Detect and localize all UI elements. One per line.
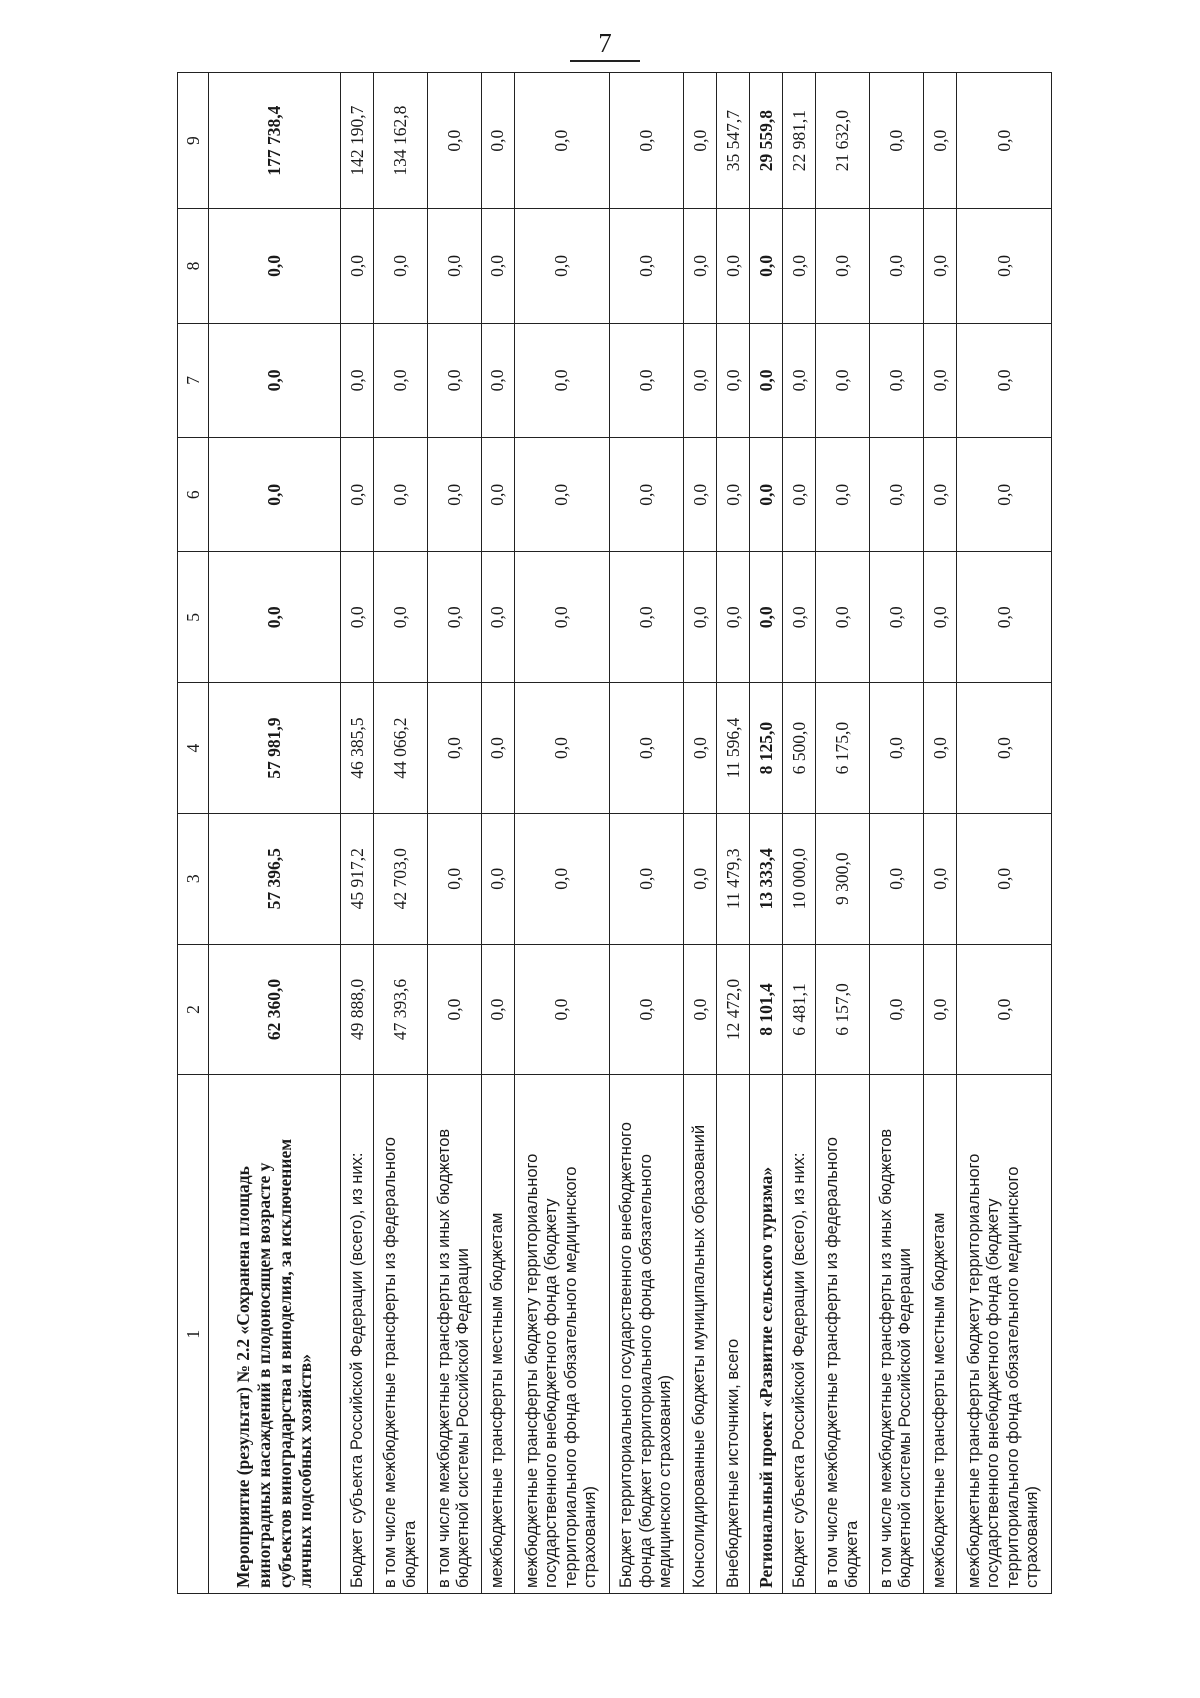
column-header-7: 7: [178, 323, 209, 437]
value-cell: 0,0: [481, 813, 514, 944]
value-cell: 0,0: [374, 438, 428, 552]
value-cell: 11 479,3: [717, 813, 750, 944]
value-cell: 62 360,0: [209, 944, 341, 1075]
table-row: [750, 73, 783, 1594]
column-header-1: 1: [178, 1075, 209, 1594]
value-cell: 0,0: [209, 438, 341, 552]
value-cell: 0,0: [514, 683, 609, 814]
value-cell: 0,0: [923, 552, 956, 683]
value-cell: 0,0: [684, 683, 717, 814]
row-label: Бюджет территориального государственного внебюджетного фонда (бюджет территориального фонда обязательного медицинского страхования): [609, 1075, 683, 1594]
value-cell: 0,0: [609, 683, 683, 814]
column-header-8: 8: [178, 209, 209, 323]
table-container: [177, 72, 1052, 1594]
value-cell: 8 125,0: [750, 683, 783, 814]
value-cell: 0,0: [870, 552, 924, 683]
value-cell: 0,0: [209, 323, 341, 437]
value-cell: 0,0: [209, 209, 341, 323]
value-cell: 0,0: [956, 944, 1051, 1075]
table-row: [209, 73, 341, 1594]
value-cell: 6 500,0: [783, 683, 816, 814]
value-cell: 0,0: [816, 438, 870, 552]
value-cell: 0,0: [717, 552, 750, 683]
page-number: 7: [570, 26, 640, 62]
value-cell: 35 547,7: [717, 73, 750, 209]
value-cell: 0,0: [341, 323, 374, 437]
value-cell: 0,0: [923, 944, 956, 1075]
value-cell: 0,0: [609, 323, 683, 437]
value-cell: 0,0: [783, 323, 816, 437]
value-cell: 0,0: [870, 944, 924, 1075]
row-label: межбюджетные трансферты бюджету территориального государственного внебюджетного фонда (бюджету территориального фонда обязательного медицинского страхования): [956, 1075, 1051, 1594]
value-cell: 42 703,0: [374, 813, 428, 944]
row-label: Региональный проект «Развитие сельского туризма»: [750, 1075, 783, 1594]
value-cell: 29 559,8: [750, 73, 783, 209]
value-cell: 0,0: [684, 944, 717, 1075]
table-row: [684, 73, 717, 1594]
row-label: Бюджет субъекта Российской Федерации (всего), из них:: [783, 1075, 816, 1594]
value-cell: 57 981,9: [209, 683, 341, 814]
value-cell: 0,0: [956, 813, 1051, 944]
value-cell: 0,0: [481, 438, 514, 552]
column-header-4: 4: [178, 683, 209, 814]
value-cell: 6 175,0: [816, 683, 870, 814]
value-cell: 44 066,2: [374, 683, 428, 814]
value-cell: 0,0: [374, 552, 428, 683]
value-cell: 0,0: [428, 323, 482, 437]
table-row: [783, 73, 816, 1594]
table-row: [923, 73, 956, 1594]
value-cell: 6 481,1: [783, 944, 816, 1075]
value-cell: 21 632,0: [816, 73, 870, 209]
table-row: [481, 73, 514, 1594]
value-cell: 0,0: [209, 552, 341, 683]
value-cell: 0,0: [428, 813, 482, 944]
value-cell: 0,0: [481, 73, 514, 209]
table-row: [374, 73, 428, 1594]
value-cell: 0,0: [870, 438, 924, 552]
budget-table: [177, 72, 1052, 1594]
value-cell: 0,0: [609, 944, 683, 1075]
value-cell: 0,0: [717, 209, 750, 323]
value-cell: 45 917,2: [341, 813, 374, 944]
column-header-3: 3: [178, 813, 209, 944]
value-cell: 0,0: [428, 552, 482, 683]
row-label: межбюджетные трансферты местным бюджетам: [481, 1075, 514, 1594]
value-cell: 0,0: [609, 73, 683, 209]
value-cell: 134 162,8: [374, 73, 428, 209]
value-cell: 0,0: [481, 683, 514, 814]
value-cell: 49 888,0: [341, 944, 374, 1075]
value-cell: 0,0: [783, 552, 816, 683]
value-cell: 142 190,7: [341, 73, 374, 209]
value-cell: 11 596,4: [717, 683, 750, 814]
value-cell: 0,0: [428, 944, 482, 1075]
value-cell: 0,0: [341, 438, 374, 552]
value-cell: 0,0: [816, 323, 870, 437]
value-cell: 0,0: [750, 323, 783, 437]
value-cell: 0,0: [514, 438, 609, 552]
table-row: [341, 73, 374, 1594]
value-cell: 0,0: [717, 323, 750, 437]
value-cell: 0,0: [514, 73, 609, 209]
value-cell: 0,0: [783, 438, 816, 552]
value-cell: 0,0: [956, 209, 1051, 323]
column-header-2: 2: [178, 944, 209, 1075]
value-cell: 0,0: [514, 209, 609, 323]
rotated-table-frame: [177, 72, 1052, 1594]
value-cell: 0,0: [481, 552, 514, 683]
row-label: Мероприятие (результат) № 2.2 «Сохранена площадь виноградных насаждений в плодоносящем возрасте у субъектов виноградарства и виноделия, за исключением личных подсобных хозяйств»: [209, 1075, 341, 1594]
value-cell: 0,0: [428, 73, 482, 209]
value-cell: 0,0: [428, 683, 482, 814]
value-cell: 0,0: [428, 438, 482, 552]
value-cell: 0,0: [609, 209, 683, 323]
table-row: [956, 73, 1051, 1594]
table-row: [870, 73, 924, 1594]
value-cell: 0,0: [684, 323, 717, 437]
value-cell: 47 393,6: [374, 944, 428, 1075]
table-row: [428, 73, 482, 1594]
column-header-5: 5: [178, 552, 209, 683]
value-cell: 0,0: [923, 683, 956, 814]
value-cell: 10 000,0: [783, 813, 816, 944]
row-label: в том числе межбюджетные трансферты из федерального бюджета: [374, 1075, 428, 1594]
table-row: [717, 73, 750, 1594]
value-cell: 0,0: [514, 944, 609, 1075]
value-cell: 0,0: [816, 209, 870, 323]
column-header-6: 6: [178, 438, 209, 552]
value-cell: 0,0: [717, 438, 750, 552]
value-cell: 0,0: [923, 209, 956, 323]
row-label: Внебюджетные источники, всего: [717, 1075, 750, 1594]
row-label: в том числе межбюджетные трансферты из иных бюджетов бюджетной системы Российской Федерации: [428, 1075, 482, 1594]
value-cell: 0,0: [956, 683, 1051, 814]
row-label: в том числе межбюджетные трансферты из федерального бюджета: [816, 1075, 870, 1594]
value-cell: 0,0: [609, 552, 683, 683]
value-cell: 0,0: [684, 813, 717, 944]
table-row: [816, 73, 870, 1594]
value-cell: 0,0: [956, 323, 1051, 437]
table-row: [514, 73, 609, 1594]
value-cell: 0,0: [481, 323, 514, 437]
header-row: [178, 73, 209, 1594]
value-cell: 0,0: [684, 438, 717, 552]
value-cell: 0,0: [514, 552, 609, 683]
value-cell: 177 738,4: [209, 73, 341, 209]
value-cell: 0,0: [428, 209, 482, 323]
value-cell: 13 333,4: [750, 813, 783, 944]
value-cell: 0,0: [341, 552, 374, 683]
value-cell: 0,0: [374, 209, 428, 323]
value-cell: 0,0: [783, 209, 816, 323]
value-cell: 0,0: [684, 209, 717, 323]
value-cell: 9 300,0: [816, 813, 870, 944]
value-cell: 0,0: [870, 209, 924, 323]
row-label: в том числе межбюджетные трансферты из иных бюджетов бюджетной системы Российской Федерации: [870, 1075, 924, 1594]
table-body: [209, 73, 1052, 1594]
value-cell: 0,0: [374, 323, 428, 437]
value-cell: 6 157,0: [816, 944, 870, 1075]
value-cell: 46 385,5: [341, 683, 374, 814]
value-cell: 0,0: [870, 323, 924, 437]
value-cell: 0,0: [481, 944, 514, 1075]
value-cell: 0,0: [923, 323, 956, 437]
value-cell: 0,0: [341, 209, 374, 323]
column-header-9: 9: [178, 73, 209, 209]
value-cell: 57 396,5: [209, 813, 341, 944]
value-cell: 8 101,4: [750, 944, 783, 1075]
value-cell: 0,0: [956, 73, 1051, 209]
value-cell: 0,0: [923, 813, 956, 944]
value-cell: 0,0: [514, 323, 609, 437]
value-cell: 0,0: [816, 552, 870, 683]
value-cell: 0,0: [923, 438, 956, 552]
value-cell: 0,0: [956, 438, 1051, 552]
value-cell: 0,0: [870, 73, 924, 209]
value-cell: 0,0: [750, 438, 783, 552]
row-label: Бюджет субъекта Российской Федерации (всего), из них:: [341, 1075, 374, 1594]
row-label: Консолидированные бюджеты муниципальных образований: [684, 1075, 717, 1594]
row-label: межбюджетные трансферты бюджету территориального государственного внебюджетного фонда (бюджету территориального фонда обязательного медицинского страхования): [514, 1075, 609, 1594]
value-cell: 0,0: [514, 813, 609, 944]
value-cell: 0,0: [684, 552, 717, 683]
value-cell: 0,0: [609, 438, 683, 552]
value-cell: 12 472,0: [717, 944, 750, 1075]
value-cell: 0,0: [684, 73, 717, 209]
value-cell: 0,0: [870, 813, 924, 944]
value-cell: 0,0: [923, 73, 956, 209]
value-cell: 0,0: [870, 683, 924, 814]
value-cell: 0,0: [750, 209, 783, 323]
value-cell: 0,0: [609, 813, 683, 944]
value-cell: 0,0: [481, 209, 514, 323]
value-cell: 0,0: [750, 552, 783, 683]
table-row: [609, 73, 683, 1594]
row-label: межбюджетные трансферты местным бюджетам: [923, 1075, 956, 1594]
value-cell: 22 981,1: [783, 73, 816, 209]
value-cell: 0,0: [956, 552, 1051, 683]
